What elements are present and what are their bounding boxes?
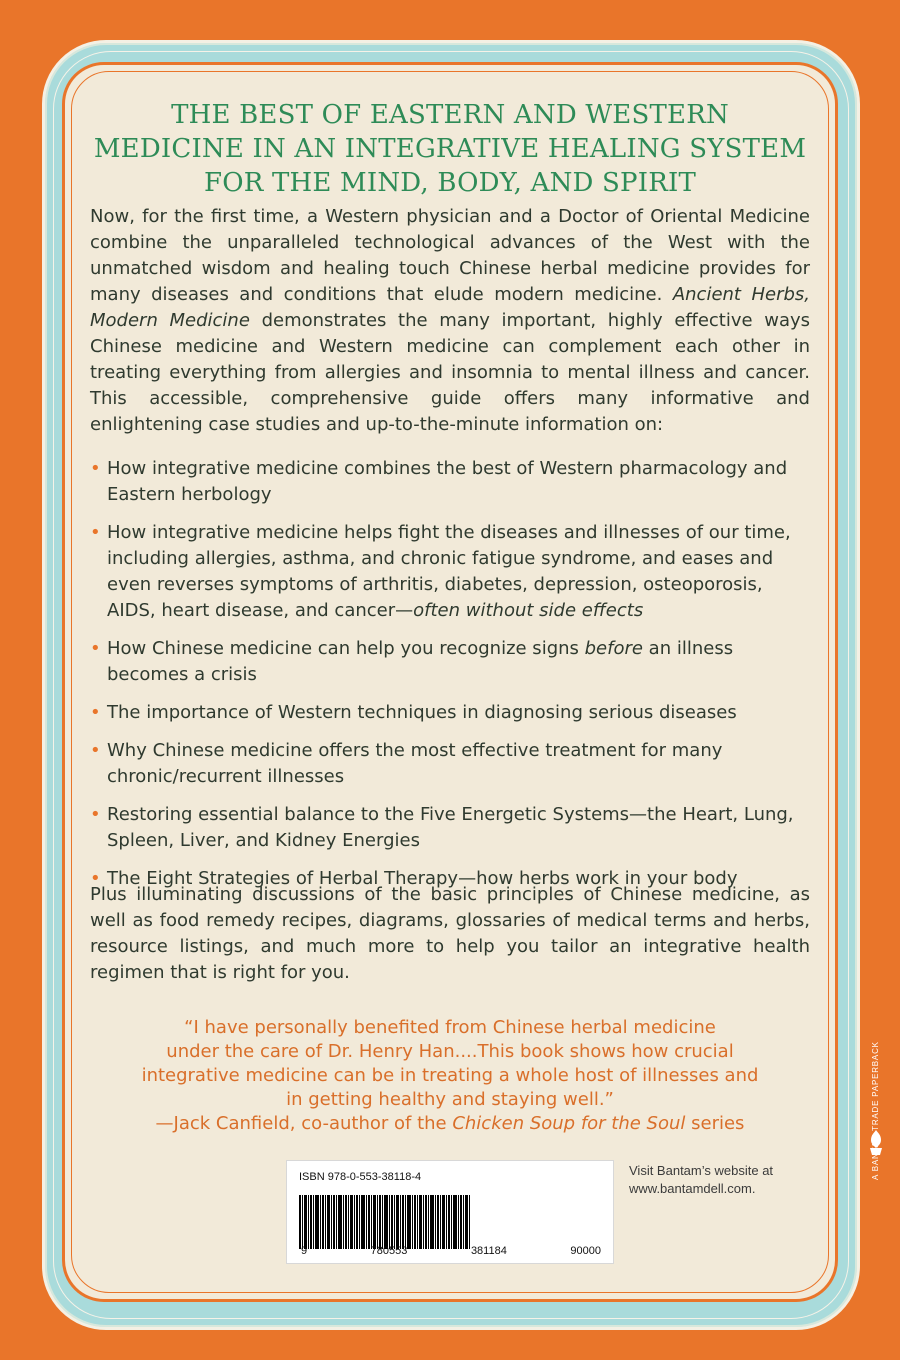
barcode-bar xyxy=(400,1195,401,1249)
barcode-price-code: 90000 xyxy=(570,1245,601,1257)
barcode-bar xyxy=(343,1195,344,1249)
barcode-bar xyxy=(396,1195,399,1249)
barcode-bar xyxy=(407,1195,411,1249)
barcode-bar xyxy=(336,1195,337,1249)
barcode-bar xyxy=(430,1195,434,1249)
visit-line-1: Visit Bantam’s website at xyxy=(629,1163,774,1178)
barcode-bar xyxy=(448,1195,450,1249)
barcode-bar xyxy=(463,1195,464,1249)
bullet-item xyxy=(90,456,810,508)
book-back-cover-headline xyxy=(70,98,830,200)
barcode-bar xyxy=(435,1195,436,1249)
barcode-bar xyxy=(394,1195,395,1249)
barcode-bar xyxy=(465,1195,468,1249)
barcode-bar xyxy=(451,1195,452,1249)
endorsement-quote xyxy=(90,1016,810,1136)
bullet-item xyxy=(90,700,810,726)
barcode-bar xyxy=(322,1195,324,1249)
bullet-text: Why Chinese medicine offers the most effective treatment for many chronic/recurrent illnesses xyxy=(107,740,723,787)
attribution-prefix: —Jack Canfield, co-author of the xyxy=(155,1113,453,1134)
barcode-bar xyxy=(384,1195,388,1249)
barcode-bar xyxy=(325,1195,326,1249)
barcode-bar xyxy=(356,1195,358,1249)
outro-paragraph xyxy=(90,882,810,986)
barcode-bar xyxy=(402,1195,404,1249)
barcode-last-digits: 381184 xyxy=(470,1245,507,1257)
barcode-bar xyxy=(345,1195,347,1249)
bullet-text: The Eight Strategies of Herbal Therapy—how herbs work in your body xyxy=(107,868,738,889)
barcode-bar xyxy=(373,1195,376,1249)
intro-book-title: Ancient Herbs, Modern Medicine xyxy=(90,284,810,331)
barcode-bar xyxy=(366,1195,367,1249)
intro-text-2: demonstrates the many important, highly effective ways Chinese medicine and Western medicine can complement each other in treating everything from allergies and insomnia to mental illness and cancer. This accessible, comprehensive guide offers many informative and enlightening case studies and up-to-the-minute information on: xyxy=(90,310,811,435)
barcode-bar xyxy=(299,1195,301,1249)
barcode-bar xyxy=(313,1195,314,1249)
barcode-bar xyxy=(350,1195,353,1249)
barcode-bar xyxy=(417,1195,418,1249)
barcode-bar xyxy=(437,1195,439,1249)
barcode-bar xyxy=(320,1195,321,1249)
visit-line-2: www.bantamdell.com. xyxy=(629,1181,756,1196)
headline-line-2: MEDICINE IN AN INTEGRATIVE HEALING SYSTEM xyxy=(93,134,807,164)
barcode-bar xyxy=(371,1195,372,1249)
attribution-suffix: series xyxy=(685,1113,745,1134)
barcode-bar xyxy=(425,1195,427,1249)
benefit-bullet-list xyxy=(90,456,810,904)
barcode-bar xyxy=(354,1195,355,1249)
barcode xyxy=(299,1195,603,1249)
quote-line-2: under the care of Dr. Henry Han....This book shows how crucial xyxy=(166,1041,734,1062)
isbn-label: ISBN 978-0-553-38118-4 xyxy=(299,1171,422,1183)
isbn-barcode-panel xyxy=(286,1160,614,1264)
barcode-bar xyxy=(440,1195,441,1249)
outro-text: Plus illuminating discussions of the basic principles of Chinese medicine, as well as food remedy recipes, diagrams, glossaries of medical terms and herbs, resource listings, and much more to help you tailor an integrative health regimen that is right for you. xyxy=(90,884,810,983)
barcode-bar xyxy=(308,1195,309,1249)
barcode-bar xyxy=(315,1195,319,1249)
bullet-item xyxy=(90,520,810,624)
bullet-text: The importance of Western techniques in diagnosing serious diseases xyxy=(107,702,737,723)
barcode-bar xyxy=(460,1195,462,1249)
barcode-bar xyxy=(348,1195,349,1249)
barcode-bar xyxy=(458,1195,459,1249)
barcode-bar xyxy=(469,1195,470,1249)
barcode-bar xyxy=(428,1195,429,1249)
headline-line-1: THE BEST OF EASTERN AND WESTERN xyxy=(171,100,729,130)
bullet-italic: before xyxy=(584,638,643,659)
barcode-bar xyxy=(423,1195,424,1249)
barcode-bar xyxy=(338,1195,342,1249)
barcode-bar xyxy=(377,1195,378,1249)
quote-line-1: “I have personally benefited from Chinese herbal medicine xyxy=(184,1017,716,1038)
intro-text-1: Now, for the first time, a Western physician and a Doctor of Oriental Medicine combine the unparalleled technological advances of the West with the unmatched wisdom and healing touch Chinese herbal medicine provides for many diseases and conditions that elude modern medicine. xyxy=(90,206,810,305)
bullet-italic: often without side effects xyxy=(413,600,644,621)
spine-publisher-text: A BANTAM TRADE PAPERBACK xyxy=(871,1041,880,1180)
barcode-bar xyxy=(359,1195,360,1249)
barcode-number-row xyxy=(301,1245,601,1257)
barcode-middle-digits: 780553 xyxy=(370,1245,408,1257)
barcode-bar xyxy=(382,1195,383,1249)
barcode-first-digit: 9 xyxy=(301,1245,308,1257)
quote-attribution xyxy=(90,1112,810,1136)
barcode-bar xyxy=(310,1195,312,1249)
barcode-bar xyxy=(446,1195,447,1249)
barcode-bar xyxy=(442,1195,445,1249)
barcode-bar xyxy=(419,1195,422,1249)
publisher-website-note xyxy=(629,1162,773,1198)
bullet-text-before: How Chinese medicine can help you recognize signs xyxy=(107,638,585,659)
bullet-item xyxy=(90,636,810,688)
barcode-bar xyxy=(333,1195,335,1249)
barcode-bar xyxy=(405,1195,406,1249)
intro-paragraph xyxy=(90,204,810,438)
barcode-bar xyxy=(368,1195,370,1249)
barcode-bar xyxy=(414,1195,416,1249)
barcode-bar xyxy=(302,1195,303,1249)
bullet-text-after: an illness becomes a crisis xyxy=(107,638,734,685)
barcode-bar xyxy=(453,1195,457,1249)
bullet-item xyxy=(90,738,810,790)
barcode-bar xyxy=(379,1195,381,1249)
barcode-bar xyxy=(327,1195,330,1249)
bullet-text: How integrative medicine helps fight the diseases and illnesses of our time, including allergies, asthma, and chronic fatigue syndrome, and eases and even reverses symptoms of arthritis, diabetes, depression, osteoporosis, AIDS, heart disease, and cancer— xyxy=(107,522,791,621)
bullet-item xyxy=(90,802,810,854)
barcode-bar xyxy=(389,1195,390,1249)
barcode-bar xyxy=(412,1195,413,1249)
barcode-bar xyxy=(391,1195,393,1249)
bullet-text: How integrative medicine combines the best of Western pharmacology and Eastern herbology xyxy=(107,458,788,505)
quote-line-3: integrative medicine can be in treating a whole host of illnesses and xyxy=(141,1065,759,1086)
attribution-series-title: Chicken Soup for the Soul xyxy=(452,1113,686,1134)
bullet-text: Restoring essential balance to the Five Energetic Systems—the Heart, Lung, Spleen, Liver, and Kidney Energies xyxy=(107,804,794,851)
quote-line-4: in getting healthy and staying well.” xyxy=(286,1089,614,1110)
barcode-bar xyxy=(331,1195,332,1249)
headline-line-3: FOR THE MIND, BODY, AND SPIRIT xyxy=(203,168,697,198)
barcode-bar xyxy=(304,1195,307,1249)
barcode-bar xyxy=(361,1195,365,1249)
